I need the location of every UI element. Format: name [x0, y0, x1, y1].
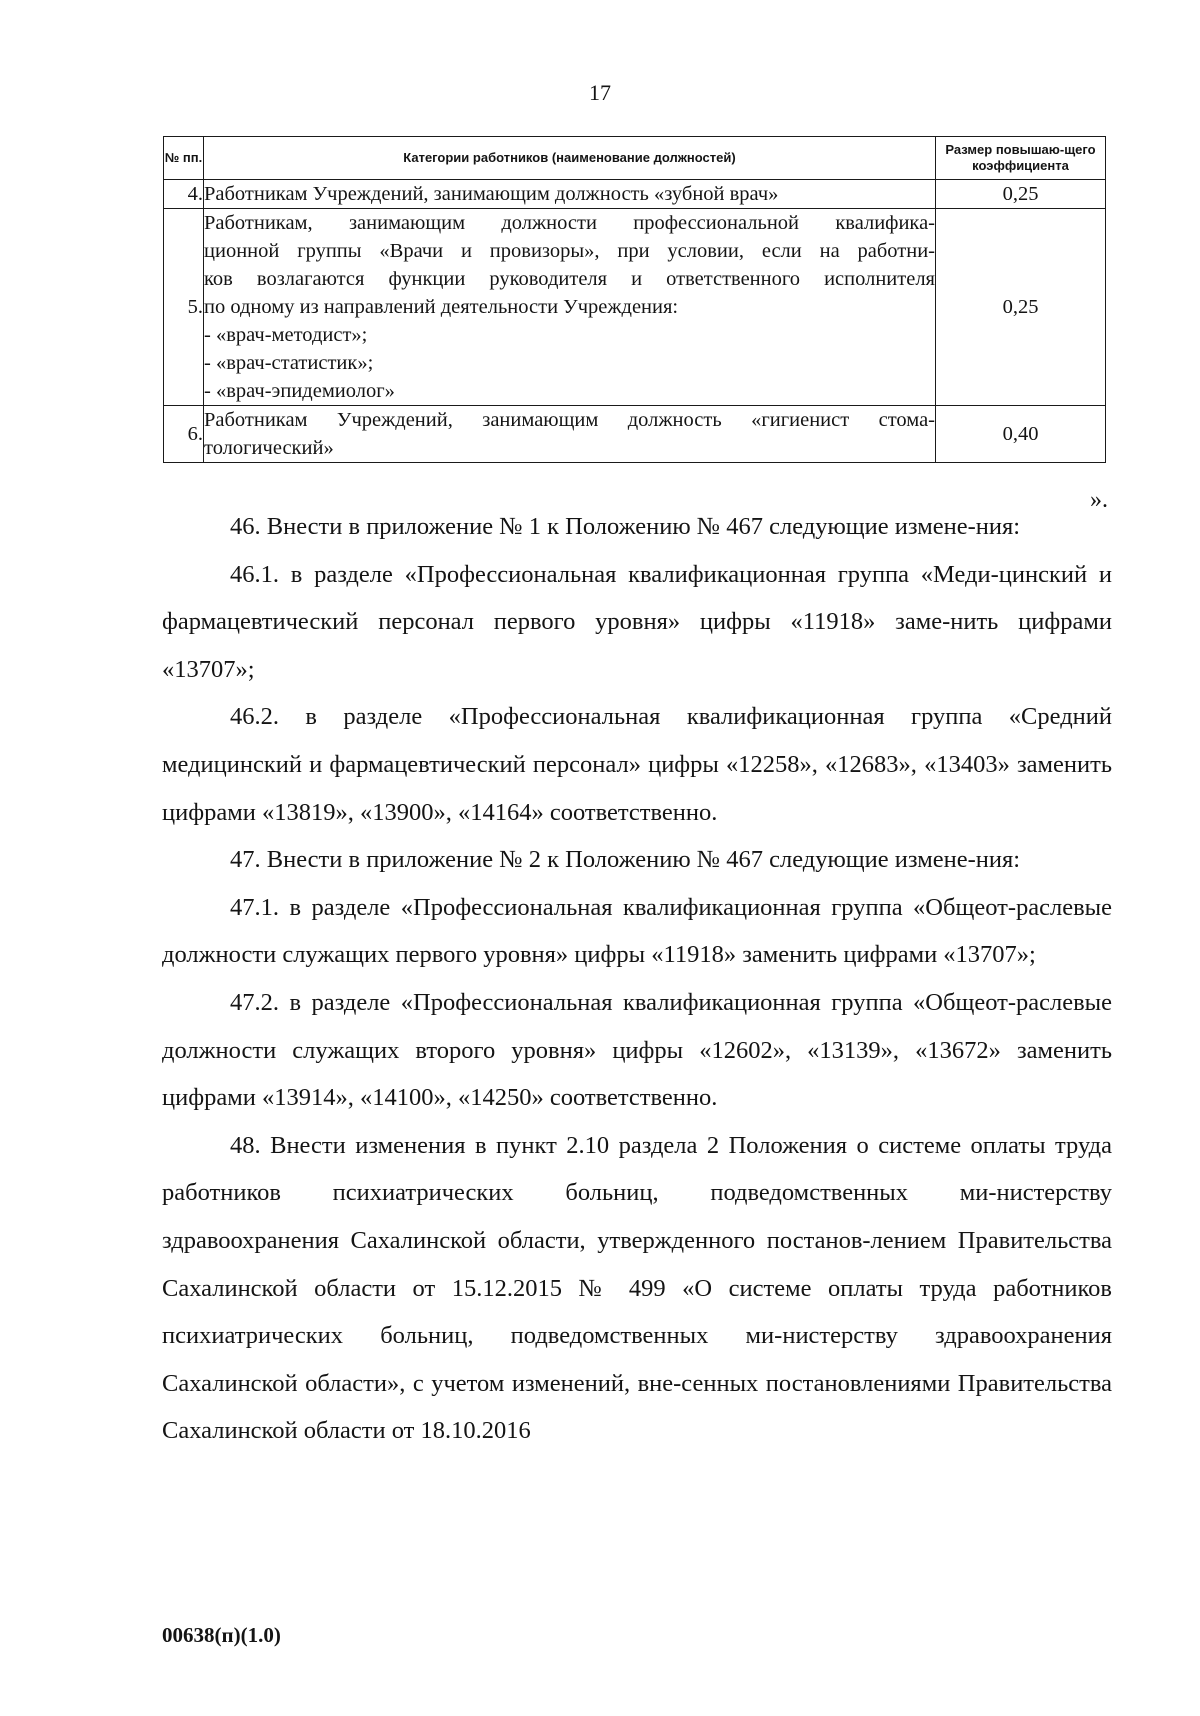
category-line: - «врач-эпидемиолог»: [204, 380, 395, 402]
row-coefficient: 0,25: [936, 209, 1106, 406]
category-line: Работникам Учреждений, занимающим должность «гигиенист стома-: [204, 409, 935, 431]
closing-quote-mark: ».: [1090, 487, 1108, 513]
page-number: 17: [589, 80, 611, 105]
row-num: 4.: [164, 180, 204, 209]
row-coefficient: 0,25: [936, 180, 1106, 209]
paragraph-47-2: 47.2. в разделе «Профессиональная квалификационная группа «Общеот-раслевые должности служащих второго уровня» цифры «12602», «13139», «13672» заменить цифрами «13914», «14100», «14250» соответственно.: [162, 988, 1112, 1112]
category-line: - «врач-методист»;: [204, 324, 368, 346]
row-num: 6.: [164, 406, 204, 463]
header-num: № пп.: [164, 137, 204, 180]
document-code: 00638(п)(1.0): [162, 1623, 281, 1647]
table-row: [164, 406, 1106, 463]
row-category: [204, 406, 936, 463]
row-category: [204, 180, 936, 209]
row-num: 5.: [164, 209, 204, 406]
paragraph-46-2: 46.2. в разделе «Профессиональная квалификационная группа «Средний медицинский и фармацевтический персонал» цифры «12258», «12683», «13403» заменить цифрами «13819», «13900», «14164» соответственно.: [162, 703, 1112, 826]
paragraph-48: 48. Внести изменения в пункт 2.10 раздела 2 Положения о системе оплаты труда работников психиатрических больниц, подведомственных ми-нистерству здравоохранения Сахалинской области, утвержденного постанов-лением Правительства Сахалинской области от 15.12.2015 № 499 «О системе оплаты труда работников психиатрических больниц, подведомственных ми-нистерству здравоохранения Сахалинской области», с учетом изменений, вне-сенных постановлениями Правительства Сахалинской области от 18.10.2016: [162, 1131, 1112, 1445]
paragraph-47-1: 47.1. в разделе «Профессиональная квалификационная группа «Общеот-раслевые должности служащих первого уровня» цифры «11918» заменить цифрами «13707»;: [162, 893, 1112, 969]
paragraph-46: 46. Внести в приложение № 1 к Положению № 467 следующие измене-ния:: [230, 513, 1021, 540]
paragraph-47: 47. Внести в приложение № 2 к Положению № 467 следующие измене-ния:: [230, 846, 1021, 874]
paragraph-46-1: 46.1. в разделе «Профессиональная квалификационная группа «Меди-цинский и фармацевтический персонал первого уровня» цифры «11918» заме-нить цифрами «13707»;: [162, 560, 1112, 683]
category-line: тологический»: [204, 437, 334, 459]
table-header-row: [164, 137, 1106, 180]
category-line: Работникам Учреждений, занимающим должность «зубной врач»: [204, 183, 779, 205]
row-coefficient: 0,40: [936, 406, 1106, 463]
category-line: ционной группы «Врачи и провизоры», при условии, если на работни-: [204, 240, 935, 262]
category-line: - «врач-статистик»;: [204, 352, 374, 374]
category-line: по одному из направлений деятельности Учреждения:: [204, 296, 679, 318]
category-line: ков возлагаются функции руководителя и ответственного исполнителя: [204, 268, 935, 290]
document-body: [162, 503, 1112, 1455]
coefficient-table: [163, 136, 1106, 463]
table-row: [164, 209, 1106, 406]
category-line: Работникам, занимающим должности профессиональной квалифика-: [204, 212, 935, 234]
header-category: Категории работников (наименование должностей): [204, 137, 936, 180]
header-coefficient: Размер повышаю-щего коэффициента: [936, 137, 1106, 180]
row-category: [204, 209, 936, 406]
table-row: [164, 180, 1106, 209]
